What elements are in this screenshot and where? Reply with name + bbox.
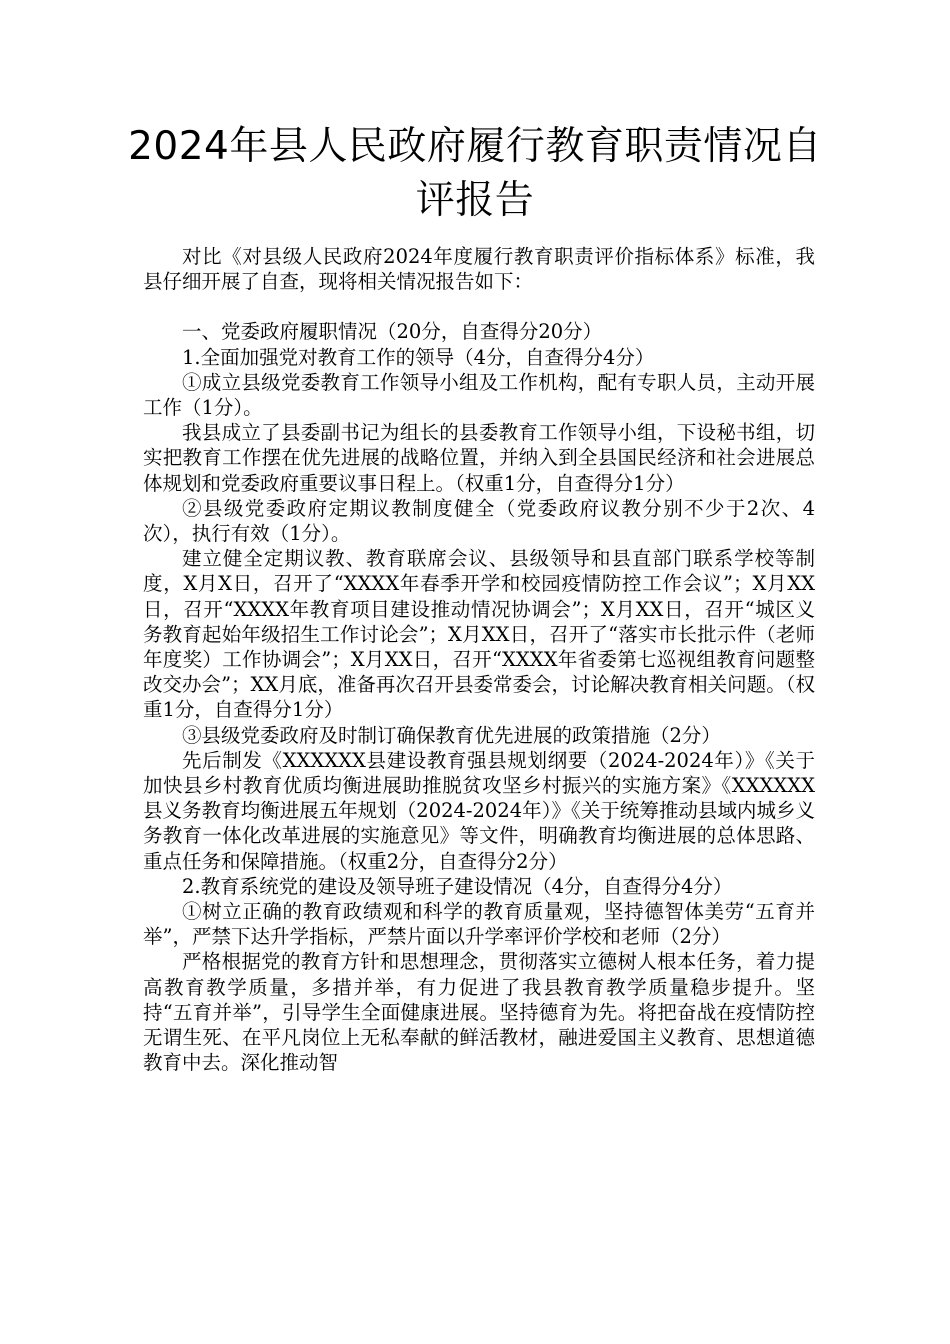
document-body (143, 244, 815, 1076)
body-paragraph: 我县成立了县委副书记为组长的县委教育工作领导小组，下设秘书组，切实把教育工作摆在优先进展的战略位置，并纳入到全县国民经济和社会进展总体规划和党委政府重要议事日程上。（权重1分，自查得分1分） (143, 421, 815, 495)
intro-paragraph: 对比《对县级人民政府2024年度履行教育职责评价指标体系》标准，我县仔细开展了自查，现将相关情况报告如下： (143, 245, 815, 294)
criterion-item: ①树立正确的教育政绩观和科学的教育质量观，坚持德智体美劳“五育并举”，严禁下达升学指标，严禁片面以升学率评价学校和老师（2分） (143, 900, 815, 949)
criterion-item: ①成立县级党委教育工作领导小组及工作机构，配有专职人员，主动开展工作（1分）。 (143, 370, 815, 420)
section-heading: 一、党委政府履职情况（20分，自查得分20分） (182, 320, 603, 344)
body-paragraph: 先后制发《XXXXXX县建设教育强县规划纲要（2024-2024年）》《关于加快县乡村教育优质均衡进展助推脱贫攻坚乡村振兴的实施方案》《XXXXXX县义务教育均衡进展五年规划（2024-2024年）》《关于统筹推动县域内城乡义务教育一体化改革进展的实施意见》等文件，明确教育均衡进展的总体思路、重点任务和保障措施。（权重2分，自查得分2分） (143, 748, 815, 873)
body-paragraph: 建立健全定期议教、教育联席会议、县级领导和县直部门联系学校等制度，X月X日，召开了“XXXX年春季开学和校园疫情防控工作会议”；X月XX日，召开“XXXX年教育项目建设推动情况协调会”；X月XX日，召开“城区义务教育起始年级招生工作讨论会”；X月XX日，召开了“落实市长批示件（老师年度奖）工作协调会”；X月XX日，召开“XXXX年省委第七巡视组教育问题整改交办会”；XX月底，准备再次召开县委常委会，讨论解决教育相关问题。（权重1分，自查得分1分） (143, 547, 815, 722)
document-title: 2024年县人民政府履行教育职责情况自评报告 (128, 124, 822, 223)
subsection-heading: 2.教育系统党的建设及领导班子建设情况（4分，自查得分4分） (182, 874, 733, 898)
body-paragraph: 严格根据党的教育方针和思想理念，贯彻落实立德树人根本任务，着力提高教育教学质量，多措并举，有力促进了我县教育教学质量稳步提升。坚持“五育并举”，引导学生全面健康进展。坚持德育为先。将把奋战在疫情防控无谓生死、在平凡岗位上无私奉献的鲜活教材，融进爱国主义教育、思想道德教育中去。深化推动智 (143, 950, 815, 1075)
criterion-item: ③县级党委政府及时制订确保教育优先进展的政策措施（2分） (182, 723, 721, 747)
criterion-item: ②县级党委政府定期议教制度健全（党委政府议教分别不少于2次、4次），执行有效（1分）。 (143, 496, 815, 546)
subsection-heading: 1.全面加强党对教育工作的领导（4分，自查得分4分） (182, 345, 655, 369)
